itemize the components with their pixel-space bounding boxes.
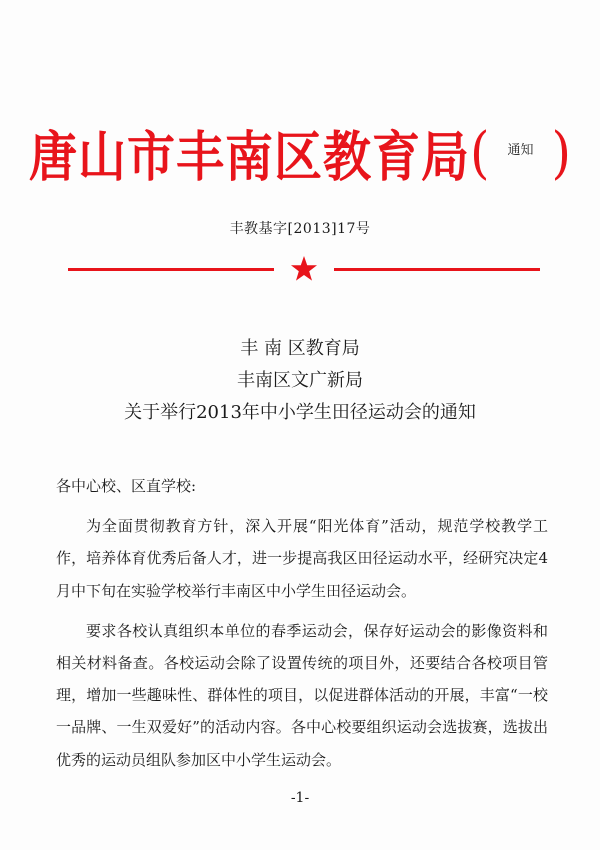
document-type: 通知: [507, 143, 534, 158]
red-divider-right: [334, 268, 540, 271]
page-number: -1-: [290, 790, 310, 806]
issuing-organization: 唐山市丰南区教育局: [28, 126, 470, 189]
document-body: [56, 470, 548, 776]
open-parenthesis: (: [469, 120, 490, 185]
paragraph-1: 为全面贯彻教育方针，深入开展“阳光体育”活动，规范学校教学工作，培养体育优秀后备人才，进一步提高我区田径运动水平，经研究决定4月中下旬在实验学校举行丰南区中小学生田径运动会。: [56, 517, 548, 600]
paragraph-2: 要求各校认真组织本单位的春季运动会，保存好运动会的影像资料和相关材料备查。各校运动会除了设置传统的项目外，还要结合各校项目管理，增加一些趣味性、群体性的项目，以促进群体活动的开展，丰富“一校一品牌、一生双爱好”的活动内容。各中心校要组织运动会选拔赛，选拔出优秀的运动员组队参加区中小学生运动会。: [56, 621, 548, 769]
close-parenthesis: ): [551, 120, 572, 185]
salutation: 各中心校、区直学校:: [56, 477, 197, 495]
masthead: [0, 118, 600, 188]
title-subject: 关于举行2013年中小学生田径运动会的通知: [124, 402, 476, 423]
star-icon: [289, 254, 319, 284]
title-issuer-culture-bureau: 丰南区文广新局: [237, 370, 363, 391]
red-divider-left: [68, 268, 274, 271]
title-issuer-education-bureau: 丰 南 区教育局: [240, 338, 360, 359]
document-title: [0, 333, 600, 429]
document-number: 丰教基字[2013]17号: [229, 221, 371, 237]
